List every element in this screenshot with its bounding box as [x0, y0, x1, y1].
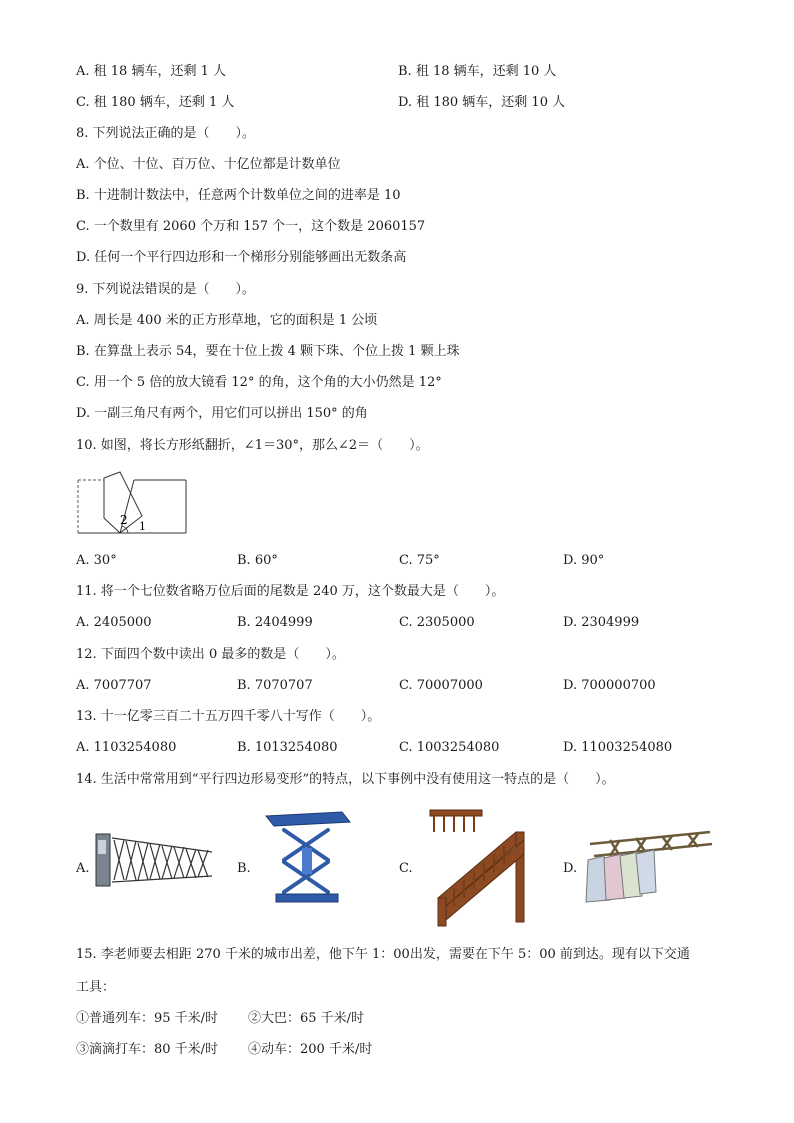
q15-stem-line-2: 工具：: [76, 980, 116, 995]
q12-option-d: D. 700000700: [563, 678, 656, 693]
q13-option-a: A. 1103254080: [76, 740, 177, 755]
q8-option-c: C. 一个数里有 2060 个万和 157 个一，这个数是 2060157: [76, 219, 426, 234]
q13-option-b: B. 1013254080: [237, 740, 338, 755]
q9-option-a: A. 周长是 400 米的正方形草地，它的面积是 1 公顷: [76, 313, 378, 328]
q14-option-b-label: B.: [237, 861, 251, 876]
q8-option-a: A. 个位、十位、百万位、十亿位都是计数单位: [76, 157, 341, 172]
q8-stem: 8. 下列说法正确的是（ ）。: [76, 126, 256, 141]
q8-option-b: B. 十进制计数法中，任意两个计数单位之间的进率是 10: [76, 188, 401, 203]
folded-rectangle-figure: [76, 470, 191, 536]
q7-option-a: A. 租 18 辆车，还剩 1 人: [76, 64, 226, 79]
q10-stem: 10. 如图，将长方形纸翻折，∠1＝30°，那么∠2＝（ ）。: [76, 438, 429, 453]
q13-option-d: D. 11003254080: [563, 740, 673, 755]
q11-stem: 11. 将一个七位数省略万位后面的尾数是 240 万，这个数最大是（ ）。: [76, 584, 505, 599]
q12-stem: 12. 下面四个数中读出 0 最多的数是（ ）。: [76, 647, 345, 662]
q14-option-c-label: C.: [399, 861, 413, 876]
q14-stem: 14. 生活中常常用到“平行四边形易变形”的特点，以下事例中没有使用这一特点的是（ ）。: [76, 772, 615, 787]
q10-option-b: B. 60°: [237, 553, 278, 568]
q15-transport-2: ②大巴：65 千米/时: [248, 1011, 365, 1026]
wooden-staircase-image: [424, 802, 534, 928]
clothes-drying-rack-image: [580, 826, 716, 906]
q11-option-c: C. 2305000: [399, 615, 475, 630]
q11-option-b: B. 2404999: [237, 615, 313, 630]
q13-stem: 13. 十一亿零三百二十五万四千零八十写作（ ）。: [76, 709, 381, 724]
q7-option-c: C. 租 180 辆车，还剩 1 人: [76, 95, 235, 110]
q10-option-a: A. 30°: [76, 553, 117, 568]
q12-option-c: C. 70007000: [399, 678, 483, 693]
q15-transport-1: ①普通列车：95 千米/时: [76, 1011, 219, 1026]
q10-option-d: D. 90°: [563, 553, 605, 568]
q7-option-b: B. 租 18 辆车，还剩 10 人: [398, 64, 557, 79]
scissor-lift-image: [262, 808, 352, 906]
q9-option-c: C. 用一个 5 倍的放大镜看 12° 的角，这个角的大小仍然是 12°: [76, 375, 442, 390]
q10-option-c: C. 75°: [399, 553, 440, 568]
q12-option-a: A. 7007707: [76, 678, 152, 693]
retractable-gate-image: [92, 828, 218, 890]
angle-2-label: 2: [120, 513, 128, 527]
q13-option-c: C. 1003254080: [399, 740, 500, 755]
q15-stem-line-1: 15. 李老师要去相距 270 千米的城市出差，他下午 1：00出发，需要在下午 5：00 前到达。现有以下交通: [76, 947, 690, 962]
q15-transport-3: ③滴滴打车：80 千米/时: [76, 1042, 219, 1057]
q14-option-d-label: D.: [563, 861, 578, 876]
q12-option-b: B. 7070707: [237, 678, 313, 693]
q15-transport-4: ④动车：200 千米/时: [248, 1042, 373, 1057]
q9-stem: 9. 下列说法错误的是（ ）。: [76, 282, 256, 297]
q8-option-d: D. 任何一个平行四边形和一个梯形分别能够画出无数条高: [76, 250, 407, 265]
angle-1-label: 1: [139, 520, 146, 533]
q11-option-d: D. 2304999: [563, 615, 640, 630]
q11-option-a: A. 2405000: [76, 615, 152, 630]
q14-option-a-label: A.: [76, 861, 90, 876]
q9-option-b: B. 在算盘上表示 54，要在十位上拨 4 颗下珠、个位上拨 1 颗上珠: [76, 344, 460, 359]
q7-option-d: D. 租 180 辆车，还剩 10 人: [398, 95, 566, 110]
q9-option-d: D. 一副三角尺有两个，用它们可以拼出 150° 的角: [76, 406, 368, 421]
